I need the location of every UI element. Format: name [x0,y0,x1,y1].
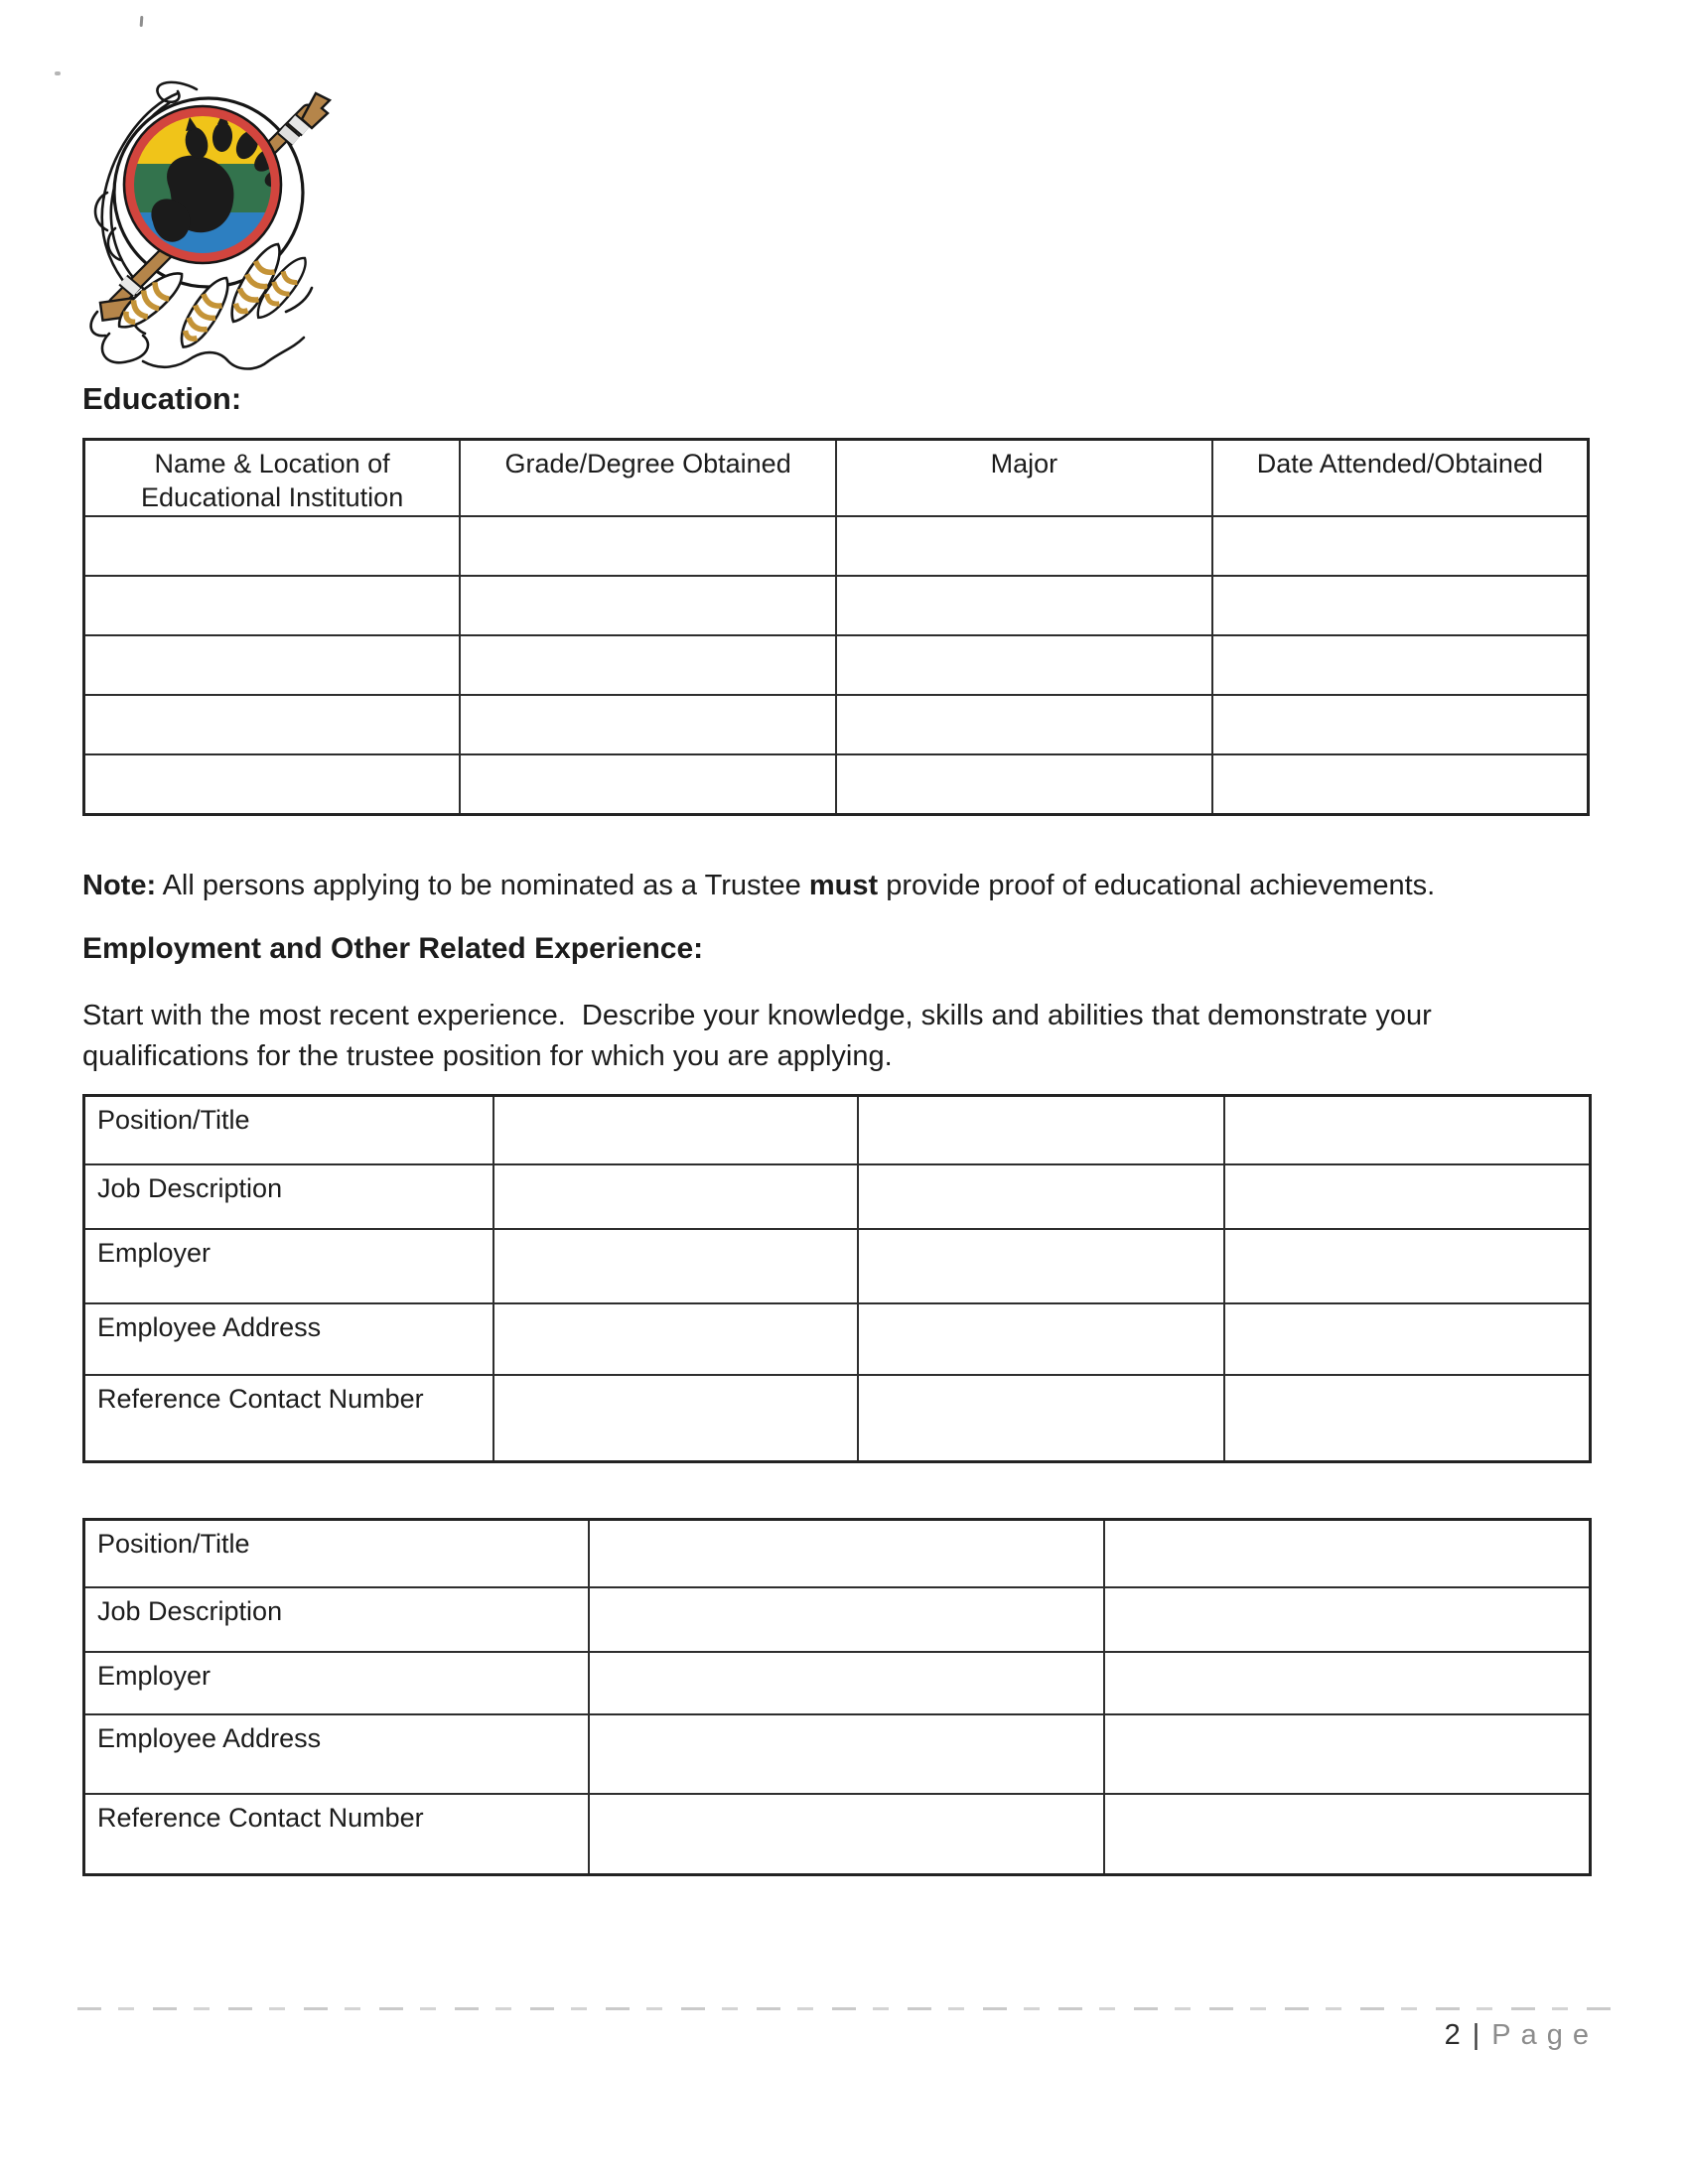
experience-row [84,1587,1591,1652]
blank-cell[interactable] [460,635,836,695]
experience-row [84,1714,1591,1794]
experience-row [84,1303,1591,1375]
note-text [82,870,1435,902]
blank-cell[interactable] [589,1714,1104,1794]
page-footer [0,2019,1599,2052]
experience-row [84,1096,1591,1164]
blank-cell[interactable] [1212,516,1589,576]
column-header-major: Major [836,440,1212,517]
blank-cell[interactable] [858,1164,1224,1229]
note-body-after: provide proof of educational achievements. [886,870,1436,901]
blank-cell[interactable] [858,1303,1224,1375]
row-label-job-description: Job Description [84,1164,494,1229]
blank-cell[interactable] [589,1652,1104,1714]
note-emphasis: must [808,870,879,901]
scan-artifact [140,16,144,27]
blank-cell[interactable] [493,1229,858,1303]
blank-cell[interactable] [1104,1794,1591,1875]
blank-cell[interactable] [460,576,836,635]
row-label-employer: Employer [84,1652,589,1714]
experience-table-2 [82,1518,1592,1876]
experience-row [84,1520,1591,1587]
blank-cell[interactable] [1104,1587,1591,1652]
education-header-row [84,440,1589,517]
blank-cell[interactable] [84,635,461,695]
experience-table-1 [82,1094,1592,1463]
blank-cell[interactable] [493,1164,858,1229]
row-label-employer: Employer [84,1229,494,1303]
blank-cell[interactable] [84,695,461,754]
education-blank-row [84,516,1589,576]
row-label-job-description: Job Description [84,1587,589,1652]
education-blank-row [84,635,1589,695]
blank-cell[interactable] [460,695,836,754]
blank-cell[interactable] [589,1587,1104,1652]
blank-cell[interactable] [84,516,461,576]
page-number: 2 [1444,2019,1461,2051]
row-label-position-title: Position/Title [84,1520,589,1587]
blank-cell[interactable] [460,754,836,814]
row-label-employee-address: Employee Address [84,1303,494,1375]
blank-cell[interactable] [460,516,836,576]
blank-cell[interactable] [1224,1229,1591,1303]
blank-cell[interactable] [836,754,1212,814]
blank-cell[interactable] [1212,695,1589,754]
blank-cell[interactable] [1224,1375,1591,1462]
blank-cell[interactable] [493,1375,858,1462]
note-label: Note: [82,870,157,901]
education-blank-row [84,695,1589,754]
row-label-reference-contact: Reference Contact Number [84,1794,589,1875]
blank-cell[interactable] [836,516,1212,576]
scan-artifact-line [77,2007,1615,2010]
blank-cell[interactable] [1104,1652,1591,1714]
blank-cell[interactable] [1212,635,1589,695]
experience-row [84,1794,1591,1875]
blank-cell[interactable] [84,754,461,814]
blank-cell[interactable] [858,1096,1224,1164]
experience-row [84,1164,1591,1229]
blank-cell[interactable] [858,1375,1224,1462]
education-blank-row [84,576,1589,635]
row-label-employee-address: Employee Address [84,1714,589,1794]
experience-row [84,1652,1591,1714]
column-header-grade-degree: Grade/Degree Obtained [460,440,836,517]
blank-cell[interactable] [1224,1303,1591,1375]
blank-cell[interactable] [589,1794,1104,1875]
blank-cell[interactable] [836,635,1212,695]
row-label-reference-contact: Reference Contact Number [84,1375,494,1462]
blank-cell[interactable] [1104,1714,1591,1794]
blank-cell[interactable] [836,576,1212,635]
blank-cell[interactable] [493,1303,858,1375]
blank-cell[interactable] [493,1096,858,1164]
blank-cell[interactable] [1224,1096,1591,1164]
column-header-date: Date Attended/Obtained [1212,440,1589,517]
experience-row [84,1375,1591,1462]
footer-page-word: Page [1491,2019,1599,2051]
row-label-position-title: Position/Title [84,1096,494,1164]
blank-cell[interactable] [858,1229,1224,1303]
blank-cell[interactable] [1224,1164,1591,1229]
employment-heading: Employment and Other Related Experience: [82,932,704,965]
column-header-institution: Name & Location of Educational Institution [84,440,461,517]
footer-separator: | [1472,2019,1480,2051]
blank-cell[interactable] [589,1520,1104,1587]
education-blank-row [84,754,1589,814]
organization-logo [58,73,336,383]
bear-paw-medicine-wheel-emblem [58,73,336,383]
blank-cell[interactable] [84,576,461,635]
employment-intro: Start with the most recent experience. Describe your knowledge, skills and abilities that demonstrate your qualifications for the trustee position for which you are applying. [82,1000,1440,1072]
blank-cell[interactable] [1212,754,1589,814]
note-body-before: All persons applying to be nominated as a Trustee [162,870,801,901]
blank-cell[interactable] [1212,576,1589,635]
education-heading: Education: [82,381,242,416]
experience-row [84,1229,1591,1303]
education-table [82,438,1590,816]
blank-cell[interactable] [1104,1520,1591,1587]
blank-cell[interactable] [836,695,1212,754]
